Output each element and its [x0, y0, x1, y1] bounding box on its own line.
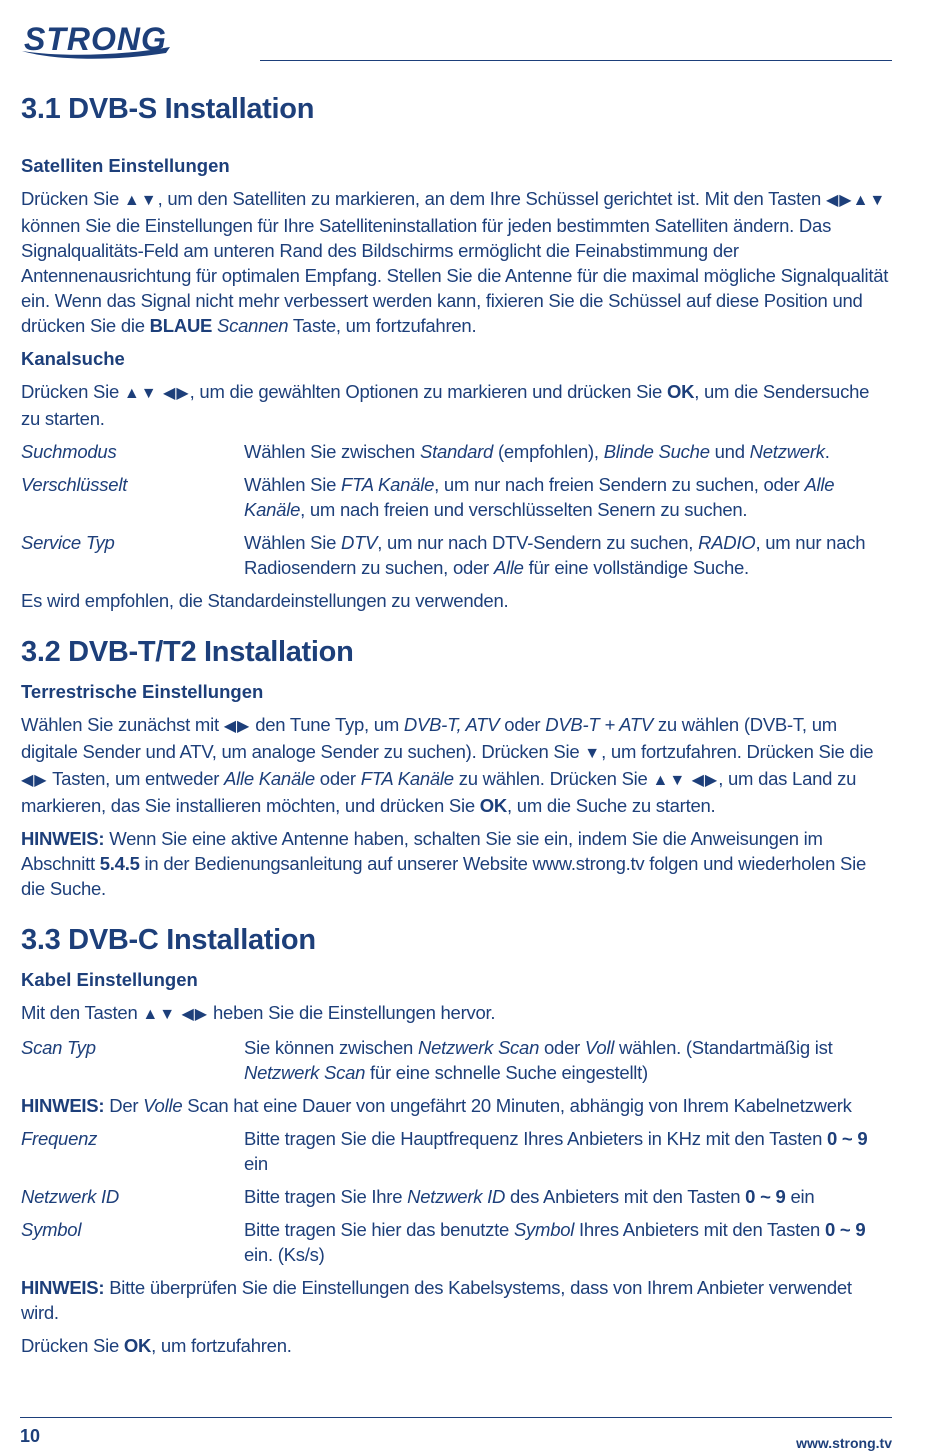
final-paragraph: [21, 1333, 891, 1358]
text-run: oder: [314, 768, 361, 789]
text-run: wählen. (Standartmäßig ist: [614, 1037, 833, 1058]
logo-wordmark: STRONG: [24, 21, 167, 57]
hinweis-volle-scan: [21, 1093, 891, 1118]
text-run: , um nach freien und verschlüsselten Senern zu suchen.: [300, 499, 748, 520]
bold-text: OK: [666, 381, 695, 402]
bold-text: 5.4.5: [99, 853, 140, 874]
def-term: Symbol: [21, 1219, 82, 1240]
def-row-symbol: [21, 1217, 891, 1267]
bold-text: HINWEIS:: [21, 1095, 105, 1116]
page-number: 10: [20, 1426, 41, 1446]
italic-text: Netzwerk ID: [407, 1186, 506, 1207]
italic-text: DTV: [341, 532, 378, 553]
text-run: , um nur nach DTV-Sendern zu suchen,: [377, 532, 699, 553]
italic-text: FTA Kanäle: [341, 474, 435, 495]
satelliten-paragraph: [21, 186, 891, 338]
text-run: , um die gewählten Optionen zu markieren und drücken Sie: [189, 381, 667, 402]
text-run: , um fortzufahren.: [151, 1335, 292, 1356]
text-run: Drücken Sie: [21, 1335, 124, 1356]
arrow-keys-icon: ▲▼ ◀▶: [652, 772, 719, 789]
text-run: , um nur nach freien Sendern zu suchen, oder: [434, 474, 805, 495]
text-run: Wählen Sie: [244, 532, 341, 553]
text-run: , um die Sendersuche zu starten.: [21, 381, 870, 429]
text-run: Sie können zwischen: [244, 1037, 418, 1058]
text-run: ein: [785, 1186, 815, 1207]
def-row-verschluesselt: [21, 472, 891, 522]
text-run: .: [824, 441, 830, 462]
text-run: Ihres Anbieters mit den Tasten: [574, 1219, 825, 1240]
hinweis-antenne: [21, 826, 891, 901]
text-run: Der: [104, 1095, 144, 1116]
strong-logo: [20, 20, 226, 60]
kanalsuche-paragraph: [21, 379, 891, 431]
bold-text: OK: [123, 1335, 152, 1356]
def-desc: [244, 472, 891, 522]
def-desc: [244, 1184, 891, 1209]
def-row-netzwerk-id: [21, 1184, 891, 1209]
text-run: Wählen Sie zwischen: [244, 441, 420, 462]
text-run: Bitte überprüfen Sie die Einstellungen des Kabelsystems, dass von Ihrem Anbieter verwendet wird.: [21, 1277, 852, 1323]
text-run: , um den Satelliten zu markieren, an dem Ihre Schüssel gerichtet ist. Mit den Tasten: [157, 188, 826, 209]
italic-text: RADIO: [698, 532, 756, 553]
italic-text: Voll: [584, 1037, 615, 1058]
text-run: , um die Suche zu starten.: [507, 795, 716, 816]
text-run: oder: [499, 714, 546, 735]
def-desc: [244, 439, 891, 464]
italic-text: Blinde Suche: [603, 441, 710, 462]
kabel-paragraph: [21, 1000, 891, 1027]
text-run: Wenn Sie eine aktive Antenne haben, schalten Sie sie ein, indem Sie die Anweisungen im Abschnitt: [21, 828, 823, 874]
def-row-suchmodus: [21, 439, 891, 464]
def-row-service-typ: [21, 530, 891, 580]
def-term: Verschlüsselt: [21, 474, 128, 495]
text-run: , um nur nach Radiosendern zu suchen, oder: [244, 532, 866, 578]
arrow-keys-icon: ▲▼ ◀▶: [123, 385, 190, 402]
text-run: Taste, um fortzufahren.: [288, 315, 477, 336]
italic-text: Netzwerk Scan: [417, 1037, 540, 1058]
arrow-keys-icon: ◀▶▲▼: [825, 192, 887, 209]
bold-text: OK: [479, 795, 508, 816]
terrestrische-paragraph: [21, 712, 891, 818]
bold-text: HINWEIS:: [21, 828, 105, 849]
italic-text: Alle Kanäle: [224, 768, 315, 789]
arrow-keys-icon: ◀▶: [21, 772, 48, 789]
def-term: Scan Typ: [21, 1037, 96, 1058]
italic-text: Netzwerk: [749, 441, 825, 462]
text-run: zu wählen. Drücken Sie: [453, 768, 653, 789]
italic-text: Scannen: [217, 315, 289, 336]
text-run: Drücken Sie: [21, 381, 124, 402]
text-run: (empfohlen),: [493, 441, 604, 462]
bold-text: 0 ~ 9: [824, 1219, 866, 1240]
arrow-keys-icon: ▲▼ ◀▶: [142, 1006, 209, 1023]
def-term: Frequenz: [21, 1128, 98, 1149]
satelliten-heading: Satelliten Einstellungen: [21, 155, 230, 176]
text-run: Bitte tragen Sie Ihre: [244, 1186, 408, 1207]
text-run: und: [709, 441, 750, 462]
text-run: , um das Land zu markieren, das Sie installieren möchten, und drücken Sie: [21, 768, 857, 816]
arrow-keys-icon: ▼: [584, 745, 602, 762]
text-run: Scan hat eine Dauer von ungefährt 20 Minuten, abhängig von Ihrem Kabelnetzwerk: [182, 1095, 852, 1116]
def-row-scan-typ: [21, 1035, 891, 1085]
text-run: des Anbieters mit den Tasten: [505, 1186, 746, 1207]
arrow-keys-icon: ◀▶: [223, 718, 251, 735]
text-run: für eine schnelle Suche eingestellt): [365, 1062, 648, 1083]
def-term: Suchmodus: [21, 441, 117, 462]
def-term: Netzwerk ID: [21, 1186, 119, 1207]
italic-text: Netzwerk Scan: [244, 1062, 366, 1083]
text-run: zu wählen (DVB-T, um digitale Sender und ATV, um analoge Sender zu suchen). Drücken Sie: [21, 714, 837, 762]
text-run: Wählen Sie zunächst mit: [21, 714, 224, 735]
italic-text: Alle Kanäle: [244, 474, 835, 520]
bold-text: 0 ~ 9: [745, 1186, 786, 1207]
kanalsuche-heading: Kanalsuche: [21, 348, 125, 369]
def-term: Service Typ: [21, 532, 115, 553]
header-rule: [260, 60, 892, 61]
italic-text: DVB-T, ATV: [403, 714, 500, 735]
italic-text: Symbol: [513, 1219, 575, 1240]
section-3-2-title: 3.2 DVB-T/T2 Installation: [21, 636, 354, 668]
text-run: können Sie die Einstellungen für Ihre Satelliteninstallation für jeden bestimmten Satelliten ändern. Das Signalqualitäts-Feld am unteren Rand des Bildschirms ermöglicht die Feinabstimmung der Antennenausrichtung für optimalen Empfang. Stellen Sie die Antenne für die maximal mögliche Signalqualität ein. Wenn das Signal nicht mehr verbessert werden kann, fixieren Sie die Schüssel auf diese Position und drücken Sie die: [21, 215, 889, 336]
italic-text: Standard: [419, 441, 494, 462]
text-run: in der Bedienungsanleitung auf unserer Website www.strong.tv folgen und wiederholen Sie die Suche.: [21, 853, 867, 899]
arrow-keys-icon: ▲▼: [123, 192, 158, 209]
italic-text: FTA Kanäle: [360, 768, 454, 789]
italic-text: Volle: [143, 1095, 183, 1116]
recommend-paragraph: Es wird empfohlen, die Standardeinstellungen zu verwenden.: [21, 590, 509, 611]
def-row-frequenz: [21, 1126, 891, 1176]
def-desc: [244, 530, 891, 580]
kabel-heading: Kabel Einstellungen: [21, 969, 198, 990]
italic-text: Alle: [493, 557, 524, 578]
text-run: oder: [539, 1037, 585, 1058]
footer-rule: [20, 1417, 892, 1418]
strong-logo-graphic: [20, 20, 226, 60]
text-run: Bitte tragen Sie die Hauptfrequenz Ihres Anbieters in KHz mit den Tasten: [244, 1128, 827, 1149]
bold-text: BLAUE: [149, 315, 213, 336]
text-run: ein: [244, 1153, 268, 1174]
text-run: Wählen Sie: [244, 474, 341, 495]
text-run: Bitte tragen Sie hier das benutzte: [244, 1219, 514, 1240]
text-run: Tasten, um entweder: [47, 768, 225, 789]
bold-text: HINWEIS:: [21, 1277, 105, 1298]
section-3-3-title: 3.3 DVB-C Installation: [21, 924, 316, 956]
terrestrische-heading: Terrestrische Einstellungen: [21, 681, 264, 702]
text-run: den Tune Typ, um: [250, 714, 404, 735]
text-run: ein. (Ks/s): [244, 1244, 325, 1265]
text-run: für eine vollständige Suche.: [523, 557, 749, 578]
def-desc: [244, 1035, 891, 1085]
text-run: , um fortzufahren. Drücken Sie die: [601, 741, 874, 762]
def-desc: [244, 1217, 891, 1267]
text-run: Drücken Sie: [21, 188, 124, 209]
def-desc: [244, 1126, 891, 1176]
text-run: Mit den Tasten: [21, 1002, 143, 1023]
bold-text: 0 ~ 9: [827, 1128, 868, 1149]
section-3-1-title: 3.1 DVB-S Installation: [21, 93, 315, 125]
text-run: heben Sie die Einstellungen hervor.: [208, 1002, 496, 1023]
hinweis-kabelsystem: [21, 1275, 891, 1325]
italic-text: DVB-T + ATV: [545, 714, 653, 735]
footer-website[interactable]: www.strong.tv: [796, 1435, 892, 1451]
page-content: [21, 90, 891, 1358]
